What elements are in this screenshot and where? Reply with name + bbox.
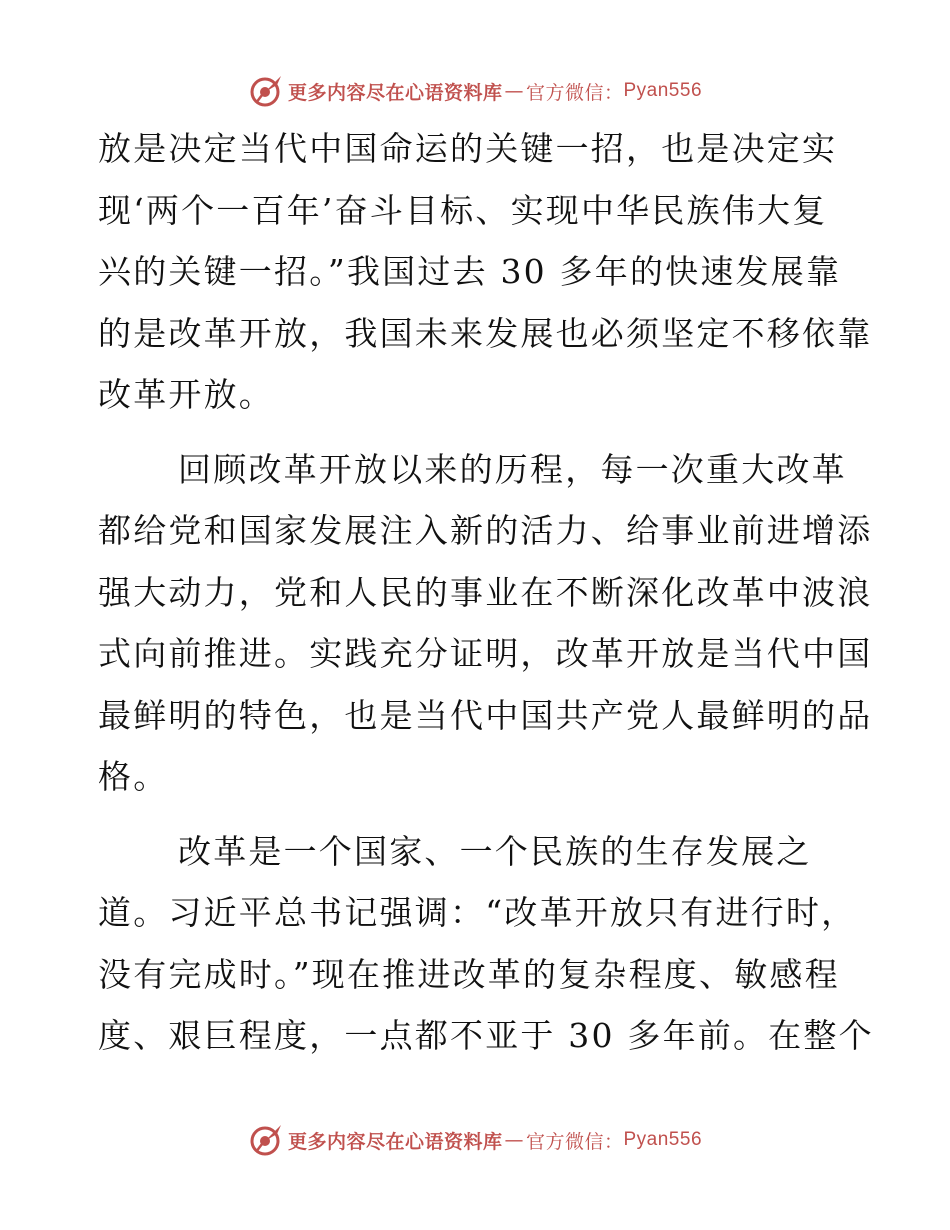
text-line: 兴的关键一招。”我国过去 30 多年的快速发展靠 — [98, 252, 842, 291]
paragraph-1 — [98, 118, 873, 426]
text-line: 改革是一个国家、一个民族的生存发展之 — [178, 831, 812, 871]
text-line: 回顾改革开放以来的历程，每一次重大改革 — [178, 449, 847, 489]
text-line: 放是决定当代中国命运的关键一招，也是决定实 — [98, 129, 838, 168]
text-line: 都给党和国家发展注入新的活力、给事业前进增添 — [98, 511, 873, 550]
watermark-title: 更多内容尽在心语资料库 — [287, 81, 503, 104]
text-line: 最鲜明的特色，也是当代中国共产党人最鲜明的品 — [98, 695, 873, 735]
watermark-title: 更多内容尽在心语资料库 — [287, 1130, 503, 1153]
watermark-official-label: 官方微信： — [525, 1130, 624, 1153]
text-line: 式向前推进。实践充分证明，改革开放是当代中国 — [98, 634, 873, 673]
header-watermark — [0, 73, 950, 109]
watermark-wechat-id: Pyan556 — [623, 80, 703, 101]
quill-logo-icon — [248, 1122, 284, 1158]
text-line: 没有完成时。”现在推进改革的复杂程度、敏感程 — [98, 954, 840, 994]
watermark-dash: — — [504, 80, 524, 102]
document-body — [98, 118, 874, 1067]
quill-logo-icon — [248, 73, 284, 109]
watermark-dash: — — [504, 1129, 524, 1151]
text-line: 的是改革开放，我国未来发展也必须坚定不移依靠 — [98, 313, 873, 353]
text-line: 度、艰巨程度，一点都不亚于 30 多年前。在整个 — [98, 1016, 874, 1055]
footer-watermark — [0, 1122, 950, 1158]
paragraph-2 — [98, 439, 873, 808]
text-line: 改革开放。 — [98, 375, 274, 414]
watermark-wechat-id: Pyan556 — [623, 1129, 703, 1150]
text-line: 格。 — [98, 757, 169, 796]
text-line: 现‘两个一百年’奋斗目标、实现中华民族伟大复 — [98, 190, 828, 230]
paragraph-3 — [98, 821, 874, 1067]
watermark-official-label: 官方微信： — [525, 81, 624, 104]
text-line: 道。习近平总书记强调：“改革开放只有进行时， — [98, 893, 857, 932]
text-line: 强大动力，党和人民的事业在不断深化改革中波浪 — [98, 572, 873, 612]
